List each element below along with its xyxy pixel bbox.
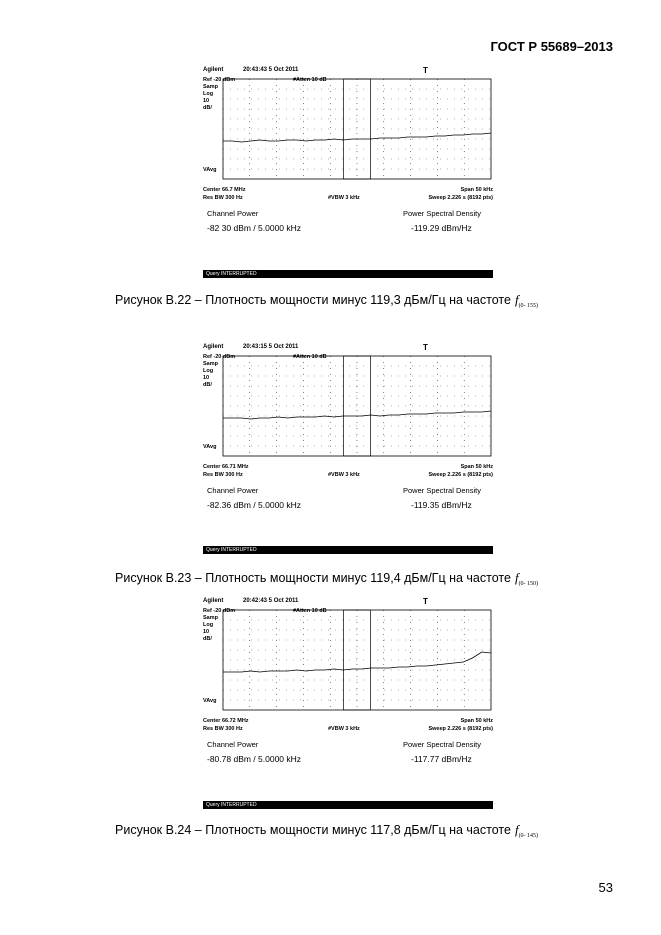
span: Span 50 kHz (460, 464, 493, 470)
timestamp: 20:43:43 5 Oct 2011 (243, 67, 299, 73)
samp-label: Samp (203, 361, 218, 367)
vbw: #VBW 3 kHz (328, 726, 360, 732)
center-freq: Center 66.72 MHz (203, 718, 249, 724)
scale-type: Log (203, 91, 214, 97)
scale-value: 10 (203, 629, 210, 635)
channel-power-value: -82 30 dBm / 5.0000 kHz (207, 223, 302, 233)
trigger-marker-icon: T (423, 343, 428, 352)
ref-level: Ref -20 dBm (203, 608, 236, 614)
agilent-logo: Agilent (203, 67, 224, 73)
caption-text: Рисунок В.24 – Плотность мощности минус 117,8 дБм/Гц на частоте (115, 823, 511, 837)
f-subscript: (0- 145) (518, 833, 539, 839)
footer-row-2 (203, 472, 493, 480)
trigger-marker-icon: T (423, 66, 428, 75)
caption-text: Рисунок В.23 – Плотность мощности минус 119,4 дБм/Гц на частоте (115, 571, 511, 585)
vavg-label: VAvg (203, 444, 217, 450)
footer-row-1 (203, 718, 493, 726)
psd-label: Power Spectral Density (403, 209, 481, 218)
spectrum-plot (203, 608, 493, 718)
analyzer-topbar (203, 64, 493, 77)
sweep: Sweep 2.226 s (8192 pts) (428, 195, 493, 201)
channel-power-value: -80.78 dBm / 5.0000 kHz (207, 754, 302, 764)
scale-value: 10 (203, 98, 210, 104)
sweep: Sweep 2.226 s (8192 pts) (428, 472, 493, 478)
f-symbol: f (514, 822, 519, 837)
ref-level: Ref -20 dBm (203, 354, 236, 360)
footer-row-1 (203, 187, 493, 195)
psd-value: -119.29 dBm/Hz (411, 223, 472, 233)
measurement-values (203, 500, 493, 514)
spectrum-plot (203, 77, 493, 187)
vavg-label: VAvg (203, 167, 217, 173)
scale-unit: dB/ (203, 636, 212, 642)
span: Span 50 kHz (460, 187, 493, 193)
timestamp: 20:42:43 5 Oct 2011 (243, 598, 299, 604)
figure-caption-2 (115, 570, 538, 587)
scale-type: Log (203, 368, 214, 374)
f-symbol: f (514, 570, 519, 585)
spectrum-trace (223, 652, 491, 672)
f-symbol: f (514, 292, 519, 307)
page-number: 53 (598, 880, 613, 895)
measurement-labels (203, 486, 493, 500)
res-bw: Res BW 300 Hz (203, 472, 243, 478)
measurement-labels (203, 209, 493, 223)
document-header: ГОСТ Р 55689–2013 (490, 39, 613, 54)
psd-value: -119.35 dBm/Hz (411, 500, 472, 510)
attenuation: #Atten 10 dB (293, 77, 327, 83)
footer-row-2 (203, 195, 493, 203)
spectrum-chart (203, 354, 493, 464)
channel-power-label: Channel Power (207, 740, 259, 749)
measurement-labels (203, 740, 493, 754)
psd-label: Power Spectral Density (403, 740, 481, 749)
scale-type: Log (203, 622, 214, 628)
spectrum-chart (203, 77, 493, 187)
agilent-logo: Agilent (203, 344, 224, 350)
status-bar: Query INTERRUPTED (203, 546, 493, 554)
spectrum-figure-1 (203, 64, 493, 277)
vavg-label: VAvg (203, 698, 217, 704)
spectrum-plot (203, 354, 493, 464)
f-subscript: (0- 155) (518, 303, 539, 309)
caption-text: Рисунок В.22 – Плотность мощности минус 119,3 дБм/Гц на частоте (115, 293, 511, 307)
footer-row-2 (203, 726, 493, 734)
agilent-logo: Agilent (203, 598, 224, 604)
samp-label: Samp (203, 84, 218, 90)
analyzer-topbar (203, 595, 493, 608)
scale-value: 10 (203, 375, 210, 381)
psd-value: -117.77 dBm/Hz (411, 754, 472, 764)
status-bar: Query INTERRUPTED (203, 270, 493, 278)
analyzer-topbar (203, 341, 493, 354)
measurement-values (203, 223, 493, 237)
center-freq: Center 66.71 MHz (203, 464, 249, 470)
center-freq: Center 66.7 MHz (203, 187, 246, 193)
f-subscript: (0- 150) (518, 581, 539, 587)
measurement-values (203, 754, 493, 768)
channel-power-value: -82.36 dBm / 5.0000 kHz (207, 500, 302, 510)
vbw: #VBW 3 kHz (328, 195, 360, 201)
scale-unit: dB/ (203, 105, 212, 111)
vbw: #VBW 3 kHz (328, 472, 360, 478)
spectrum-figure-2 (203, 341, 493, 553)
scale-unit: dB/ (203, 382, 212, 388)
trigger-marker-icon: T (423, 597, 428, 606)
res-bw: Res BW 300 Hz (203, 726, 243, 732)
figure-caption-1 (115, 292, 538, 309)
spectrum-trace (223, 411, 491, 419)
ref-level: Ref -20 dBm (203, 77, 236, 83)
channel-power-label: Channel Power (207, 209, 259, 218)
spectrum-chart (203, 608, 493, 718)
figure-caption-3 (115, 822, 538, 839)
status-bar: Query INTERRUPTED (203, 801, 493, 809)
spectrum-figure-3 (203, 595, 493, 808)
attenuation: #Atten 10 dB (293, 354, 327, 360)
footer-row-1 (203, 464, 493, 472)
channel-power-label: Channel Power (207, 486, 259, 495)
sweep: Sweep 2.226 s (8192 pts) (428, 726, 493, 732)
samp-label: Samp (203, 615, 218, 621)
spectrum-trace (223, 133, 491, 142)
res-bw: Res BW 300 Hz (203, 195, 243, 201)
attenuation: #Atten 10 dB (293, 608, 327, 614)
psd-label: Power Spectral Density (403, 486, 481, 495)
timestamp: 20:43:15 5 Oct 2011 (243, 344, 299, 350)
span: Span 50 kHz (460, 718, 493, 724)
